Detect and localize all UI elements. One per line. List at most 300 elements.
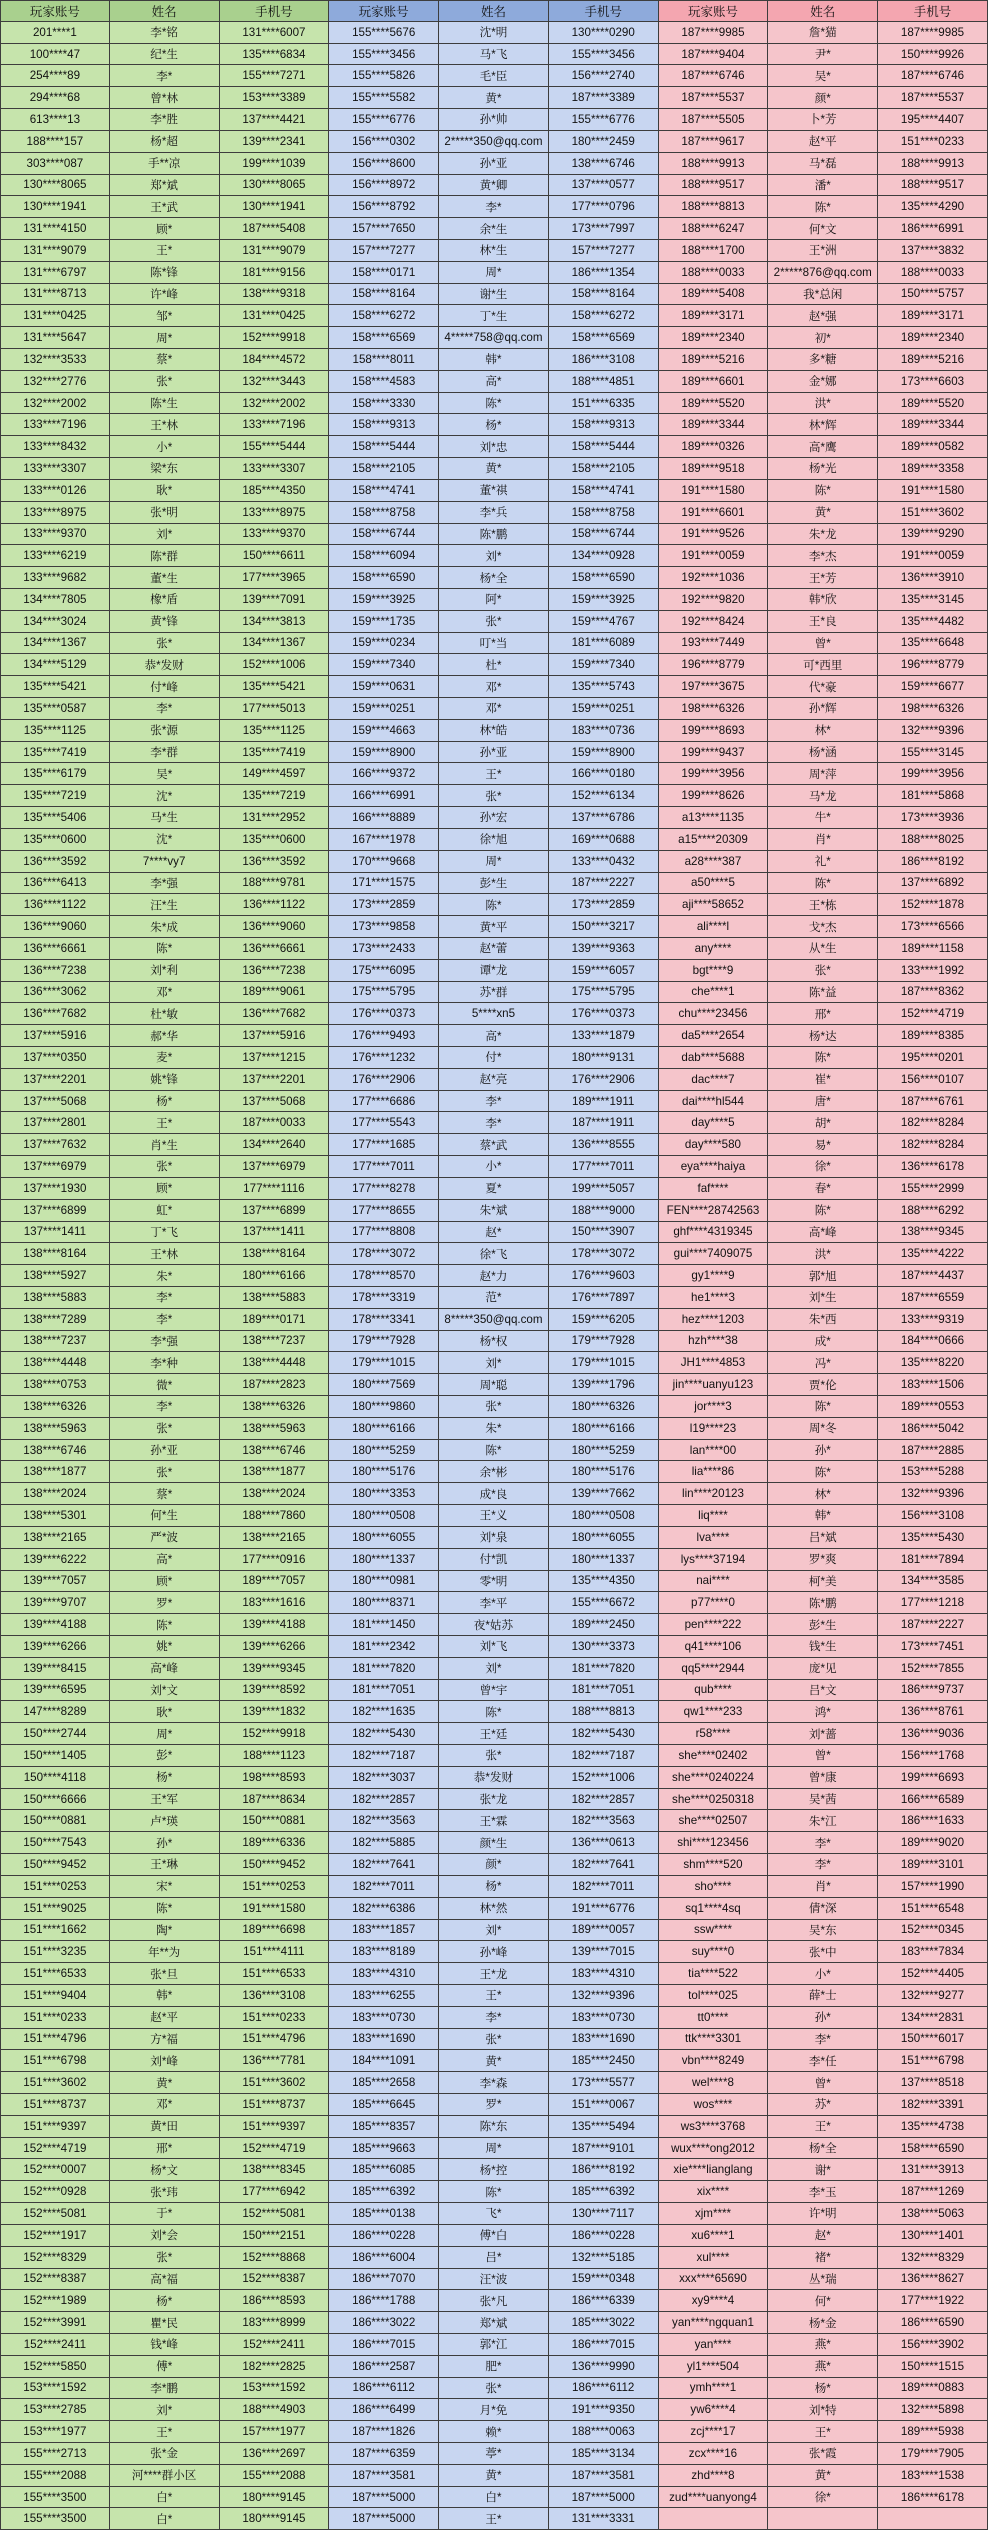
table-cell: 151****9397 [220, 2116, 330, 2138]
table-cell: 朱* [110, 1265, 220, 1287]
table-cell: 薛*士 [768, 1985, 878, 2007]
table-cell: 139****9345 [220, 1658, 330, 1680]
table-cell: 188****0063 [549, 2421, 659, 2443]
table-cell: 136****8555 [549, 1134, 659, 1156]
table-cell: 139****2341 [220, 131, 330, 153]
table-cell: 代*豪 [768, 676, 878, 698]
header-cell: 姓名 [439, 0, 549, 22]
table-cell: 180****9145 [220, 2508, 330, 2530]
table-cell: 189****3344 [659, 414, 769, 436]
table-row [0, 502, 988, 524]
table-cell: 294****68 [0, 87, 110, 109]
table-cell: gui****7409075 [659, 1243, 769, 1265]
table-cell: 2*****876@qq.com [768, 262, 878, 284]
table-cell: shi****123456 [659, 1832, 769, 1854]
table-cell: 133****7196 [220, 414, 330, 436]
table-cell: 189****3344 [878, 414, 988, 436]
table-cell: 王*武 [110, 196, 220, 218]
table-cell: xul**** [659, 2247, 769, 2269]
table-cell: 李*强 [110, 1331, 220, 1353]
table-cell: 139****4188 [220, 1614, 330, 1636]
table-cell: liq**** [659, 1505, 769, 1527]
table-cell: 137****5068 [0, 1091, 110, 1113]
table-cell: 153****5288 [878, 1461, 988, 1483]
table-cell: 王* [439, 2508, 549, 2530]
table-cell: 191****0059 [878, 545, 988, 567]
table-cell: 198****6326 [878, 698, 988, 720]
table-cell: 张* [439, 2029, 549, 2051]
table-cell: 孙*亚 [110, 1440, 220, 1462]
table-cell: 188****157 [0, 131, 110, 153]
table-cell: 152****8387 [0, 2269, 110, 2291]
table-row [0, 1876, 988, 1898]
table-cell: wux****ong2012 [659, 2138, 769, 2160]
table-cell: 夜*姑苏 [439, 1614, 549, 1636]
table-cell: 182****5430 [329, 1723, 439, 1745]
table-cell: 颜* [439, 1854, 549, 1876]
table-cell: 蔡* [110, 349, 220, 371]
table-cell: 156****8792 [329, 196, 439, 218]
table-cell: 刘*峰 [110, 2050, 220, 2072]
table-cell: ymh****1 [659, 2378, 769, 2400]
table-cell: 黄* [439, 87, 549, 109]
table-cell: 183****0736 [549, 720, 659, 742]
table-cell: 184****4572 [220, 349, 330, 371]
table-cell: 187****5505 [659, 109, 769, 131]
table-cell: 王* [110, 240, 220, 262]
table-cell: 马*飞 [439, 44, 549, 66]
table-cell: 189****2340 [878, 327, 988, 349]
table-cell: 186****3108 [549, 349, 659, 371]
table-row [0, 785, 988, 807]
table-cell: 156****0107 [878, 1069, 988, 1091]
table-cell: 易* [768, 1134, 878, 1156]
table-cell: 王*林 [110, 1243, 220, 1265]
table-cell: 136****6413 [0, 873, 110, 895]
table-cell: 7****vy7 [110, 851, 220, 873]
table-cell: 沈* [110, 829, 220, 851]
table-cell: 188****1700 [659, 240, 769, 262]
table-cell: 177****7011 [549, 1156, 659, 1178]
table-cell: 177****8655 [329, 1200, 439, 1222]
table-cell: 138****8164 [220, 1243, 330, 1265]
table-cell: 137****5916 [220, 1025, 330, 1047]
table-cell: 187****3581 [329, 2465, 439, 2487]
table-cell: 180****6166 [549, 1418, 659, 1440]
table-cell: 谢* [768, 2159, 878, 2181]
table-cell: 157****7277 [329, 240, 439, 262]
table-cell: 159****6057 [549, 960, 659, 982]
table-cell: 礼* [768, 851, 878, 873]
table-cell: 138****0753 [0, 1374, 110, 1396]
table-cell: 吴* [110, 763, 220, 785]
table-cell: 曾*林 [110, 87, 220, 109]
table-cell: 131****3331 [549, 2508, 659, 2530]
table-row [0, 2399, 988, 2421]
table-cell: 罗*爽 [768, 1549, 878, 1571]
table-cell: 王*洲 [768, 240, 878, 262]
table-cell: ttk****3301 [659, 2029, 769, 2051]
table-row [0, 1374, 988, 1396]
table-cell: 小* [768, 1963, 878, 1985]
table-cell: 199****3956 [878, 763, 988, 785]
table-cell: 李*胜 [110, 109, 220, 131]
table-cell: 155****2713 [0, 2443, 110, 2465]
table-cell: 196****8779 [878, 654, 988, 676]
table-cell: 191****9350 [549, 2399, 659, 2421]
table-cell: 187****9985 [878, 22, 988, 44]
table-cell: 182****6386 [329, 1898, 439, 1920]
table-row [0, 2290, 988, 2312]
table-cell: 颜* [768, 87, 878, 109]
table-cell: 189****0057 [549, 1920, 659, 1942]
table-cell: 151****3602 [0, 2072, 110, 2094]
table-cell: 135****8220 [878, 1352, 988, 1374]
table-cell: 李*种 [110, 1352, 220, 1374]
table-cell: 陈* [439, 393, 549, 415]
table-cell: 张*明 [110, 502, 220, 524]
table-cell: 158****6744 [549, 524, 659, 546]
table-cell: 陈* [768, 480, 878, 502]
table-cell: 187****9617 [659, 131, 769, 153]
table-cell: 李*玉 [768, 2181, 878, 2203]
table-cell: 158****8758 [549, 502, 659, 524]
table-cell: 158****6590 [878, 2138, 988, 2160]
table-cell: 余*生 [439, 218, 549, 240]
table-cell: 肖* [768, 1876, 878, 1898]
table-cell: 187****5537 [878, 87, 988, 109]
table-row [0, 284, 988, 306]
table-cell: 159****8900 [329, 742, 439, 764]
table-cell: 朱* [439, 1418, 549, 1440]
table-cell: 从*生 [768, 938, 878, 960]
table-cell: 177****3965 [220, 567, 330, 589]
table-cell: 黄*卿 [439, 175, 549, 197]
table-cell: zhd****8 [659, 2465, 769, 2487]
table-cell: 高*福 [110, 2269, 220, 2291]
table-cell: 130****3373 [549, 1636, 659, 1658]
table-cell: eya****haiya [659, 1156, 769, 1178]
table-cell: 韩* [439, 349, 549, 371]
table-cell: 130****8065 [220, 175, 330, 197]
table-cell: 180****9860 [329, 1396, 439, 1418]
table-row [0, 873, 988, 895]
table-cell: 138****6746 [220, 1440, 330, 1462]
table-cell: 173****3936 [878, 807, 988, 829]
table-cell: 李*森 [439, 2072, 549, 2094]
table-cell: 136****8627 [878, 2269, 988, 2291]
table-cell: 138****7237 [0, 1331, 110, 1353]
table-cell: 197****3675 [659, 676, 769, 698]
table-cell: aji****58652 [659, 894, 769, 916]
table-cell: 133****7196 [0, 414, 110, 436]
table-cell: 高*鹰 [768, 436, 878, 458]
table-cell: 宋* [110, 1876, 220, 1898]
table-cell: 133****1879 [549, 1025, 659, 1047]
table-cell: 183****4310 [329, 1963, 439, 1985]
table-cell: 黄*田 [110, 2116, 220, 2138]
table-row [0, 305, 988, 327]
header-cell: 玩家账号 [0, 0, 110, 22]
table-cell: 麦* [110, 1047, 220, 1069]
table-cell: 150****9452 [220, 1854, 330, 1876]
table-cell: 183****0730 [549, 2007, 659, 2029]
table-cell: 成* [768, 1331, 878, 1353]
table-cell: 173****7451 [878, 1636, 988, 1658]
table-cell: a13****1135 [659, 807, 769, 829]
table-cell: 186****7015 [549, 2334, 659, 2356]
table-cell: 166****6991 [329, 785, 439, 807]
table-cell: 137****5068 [220, 1091, 330, 1113]
table-cell: 189****0553 [878, 1396, 988, 1418]
table-row [0, 218, 988, 240]
table-cell: 刘* [110, 2399, 220, 2421]
table-cell: 171****1575 [329, 873, 439, 895]
table-cell: 189****3101 [878, 1854, 988, 1876]
table-row [0, 2116, 988, 2138]
table-cell: 135****5743 [549, 676, 659, 698]
table-cell: 130****8065 [0, 175, 110, 197]
table-cell: 零*明 [439, 1571, 549, 1593]
table-cell: 138****5063 [878, 2203, 988, 2225]
table-row [0, 1156, 988, 1178]
table-cell: 187****2227 [549, 873, 659, 895]
table-cell: 张*凡 [439, 2290, 549, 2312]
table-cell: q41****106 [659, 1636, 769, 1658]
table-cell: 2*****350@qq.com [439, 131, 549, 153]
table-row [0, 2508, 988, 2530]
table-cell: 陈*鹏 [768, 1592, 878, 1614]
table-cell: 176****2906 [329, 1069, 439, 1091]
table-cell: 131****9079 [220, 240, 330, 262]
table-cell: FEN****28742563 [659, 1200, 769, 1222]
table-row [0, 720, 988, 742]
table-cell: 186****7015 [329, 2334, 439, 2356]
table-cell: 179****7905 [878, 2443, 988, 2465]
table-cell: 纪*生 [110, 44, 220, 66]
table-cell: he1****3 [659, 1287, 769, 1309]
table-cell: 刘*忠 [439, 436, 549, 458]
table-cell: 孙*宏 [439, 807, 549, 829]
table-cell: 李* [768, 1832, 878, 1854]
table-cell: 毛*臣 [439, 65, 549, 87]
table-cell: 牛* [768, 807, 878, 829]
table-cell: 虹* [110, 1200, 220, 1222]
table-cell: 张* [110, 633, 220, 655]
table-cell: vbn****8249 [659, 2050, 769, 2072]
table-cell: 139****6595 [0, 1680, 110, 1702]
table-cell: 春* [768, 1178, 878, 1200]
table-cell: 155****3500 [0, 2508, 110, 2530]
table-cell: 185****2658 [329, 2072, 439, 2094]
table-cell [768, 2508, 878, 2530]
table-cell: 王* [768, 2421, 878, 2443]
table-cell: 187****8362 [878, 982, 988, 1004]
table-cell: 韩* [768, 1505, 878, 1527]
table-cell: chu****23456 [659, 1003, 769, 1025]
table-cell: 陈* [768, 1200, 878, 1222]
table-cell: 董*祺 [439, 480, 549, 502]
table-cell: 131****5647 [0, 327, 110, 349]
table-cell: 手**凉 [110, 153, 220, 175]
table-cell: 156****2740 [549, 65, 659, 87]
table-cell: 184****1091 [329, 2050, 439, 2072]
table-cell: faf**** [659, 1178, 769, 1200]
table-cell: 188****9781 [220, 873, 330, 895]
table-cell: 刘*文 [110, 1680, 220, 1702]
table-row [0, 742, 988, 764]
table-cell: 183****1690 [329, 2029, 439, 2051]
table-cell: 189****9518 [659, 458, 769, 480]
table-cell: 188****4903 [220, 2399, 330, 2421]
table-cell: 孙*亚 [439, 742, 549, 764]
table-cell: 158****6590 [549, 567, 659, 589]
table-cell: 188****9000 [549, 1200, 659, 1222]
table-cell: 8*****350@qq.com [439, 1309, 549, 1331]
table-cell: 王*龙 [439, 1963, 549, 1985]
table-cell: 199****8626 [659, 785, 769, 807]
table-cell: 186****3022 [329, 2312, 439, 2334]
table-cell: 131****6797 [0, 262, 110, 284]
table-cell: 138****6746 [0, 1440, 110, 1462]
table-cell: 189****0326 [659, 436, 769, 458]
table-cell: 吕* [439, 2247, 549, 2269]
table-cell: 189****5408 [659, 284, 769, 306]
table-cell: 5****xn5 [439, 1003, 549, 1025]
table-cell: 135****0587 [0, 698, 110, 720]
table-cell: 傅*白 [439, 2225, 549, 2247]
table-row [0, 44, 988, 66]
table-cell: 189****5520 [878, 393, 988, 415]
table-cell: 136****3062 [0, 982, 110, 1004]
table-cell: 199****3956 [659, 763, 769, 785]
table-cell: 初* [768, 327, 878, 349]
table-cell: 137****7632 [0, 1134, 110, 1156]
table-cell: 188****8813 [549, 1701, 659, 1723]
table-cell: 刘*会 [110, 2225, 220, 2247]
table-cell: 李* [110, 1287, 220, 1309]
table-cell: 吕*文 [768, 1680, 878, 1702]
table-cell: yan**** [659, 2334, 769, 2356]
table-cell: 177****1922 [878, 2290, 988, 2312]
table-cell: 136****7682 [220, 1003, 330, 1025]
table-cell: 王* [110, 1112, 220, 1134]
table-cell: 陈* [768, 1047, 878, 1069]
table-cell: 188****9517 [659, 175, 769, 197]
table-cell: 李* [439, 1112, 549, 1134]
table-row [0, 851, 988, 873]
table-cell: 杨*涵 [768, 742, 878, 764]
table-cell: 杨* [439, 414, 549, 436]
table-cell: 徐* [768, 2487, 878, 2509]
table-cell: 183****4310 [549, 1963, 659, 1985]
table-cell: 134****1367 [220, 633, 330, 655]
table-row [0, 153, 988, 175]
table-cell: 葶* [439, 2443, 549, 2465]
table-cell: 139****1796 [549, 1374, 659, 1396]
table-cell: 朱*西 [768, 1309, 878, 1331]
table-row [0, 1112, 988, 1134]
table-row [0, 1723, 988, 1745]
table-cell: xie****lianglang [659, 2159, 769, 2181]
table-cell: 188****4851 [549, 371, 659, 393]
table-cell: 182****7011 [549, 1876, 659, 1898]
table-cell: 151****9397 [0, 2116, 110, 2138]
table-cell: 肥* [439, 2356, 549, 2378]
table-cell: 134****5129 [0, 654, 110, 676]
table-cell: 158****4741 [549, 480, 659, 502]
table-cell: 杨*全 [439, 567, 549, 589]
table-cell: 133****8975 [0, 502, 110, 524]
table-row [0, 2487, 988, 2509]
table-cell: dac****7 [659, 1069, 769, 1091]
table-cell: 159****0348 [549, 2269, 659, 2291]
table-cell: xjm**** [659, 2203, 769, 2225]
table-cell: 182****8284 [878, 1134, 988, 1156]
table-row [0, 1614, 988, 1636]
table-cell: 303****087 [0, 153, 110, 175]
table-row [0, 2334, 988, 2356]
table-cell: 182****7187 [329, 1745, 439, 1767]
table-cell: 180****1337 [549, 1549, 659, 1571]
table-row [0, 2072, 988, 2094]
table-cell: 155****5444 [220, 436, 330, 458]
table-cell: 177****6686 [329, 1091, 439, 1113]
table-cell: 周* [110, 327, 220, 349]
table-cell: 138****2024 [220, 1483, 330, 1505]
table-cell: 孙*帅 [439, 109, 549, 131]
table-cell: 183****8999 [220, 2312, 330, 2334]
table-cell: 177****8278 [329, 1178, 439, 1200]
table-cell: 杨* [768, 2378, 878, 2400]
table-cell: 185****6645 [329, 2094, 439, 2116]
table-cell: 陈*群 [110, 545, 220, 567]
table-cell: 恭*发财 [439, 1767, 549, 1789]
table-cell: 184****0666 [878, 1331, 988, 1353]
table-cell: 183****1538 [878, 2465, 988, 2487]
table-cell: 176****9493 [329, 1025, 439, 1047]
table-cell: 陈*生 [110, 393, 220, 415]
table-cell: 杨*权 [439, 1331, 549, 1353]
table-cell: 139****7662 [549, 1483, 659, 1505]
table-cell: 朱*成 [110, 916, 220, 938]
table-cell: 132****9396 [549, 1985, 659, 2007]
table-cell: 严*波 [110, 1527, 220, 1549]
table-row [0, 131, 988, 153]
table-cell: 152****5850 [0, 2356, 110, 2378]
table-cell: 孙* [110, 1832, 220, 1854]
header-cell: 姓名 [768, 0, 878, 22]
table-cell: 186****7070 [329, 2269, 439, 2291]
table-cell: 189****3358 [878, 458, 988, 480]
table-cell: 朱*斌 [439, 1200, 549, 1222]
table-cell: 彭*生 [439, 873, 549, 895]
table-cell: 马*生 [110, 807, 220, 829]
table-cell: 181****7894 [878, 1549, 988, 1571]
table-cell: 李*杰 [768, 545, 878, 567]
table-cell: lan****00 [659, 1440, 769, 1462]
table-cell: 136****7781 [220, 2050, 330, 2072]
table-cell: tia****522 [659, 1963, 769, 1985]
table-row [0, 2029, 988, 2051]
table-cell: 181****9156 [220, 262, 330, 284]
table-cell: 颜*生 [439, 1832, 549, 1854]
table-cell: 139****9363 [549, 938, 659, 960]
table-cell: 刘*生 [768, 1287, 878, 1309]
table-cell: 姚* [110, 1636, 220, 1658]
table-cell: 152****3991 [0, 2312, 110, 2334]
table-cell: 131****3913 [878, 2159, 988, 2181]
